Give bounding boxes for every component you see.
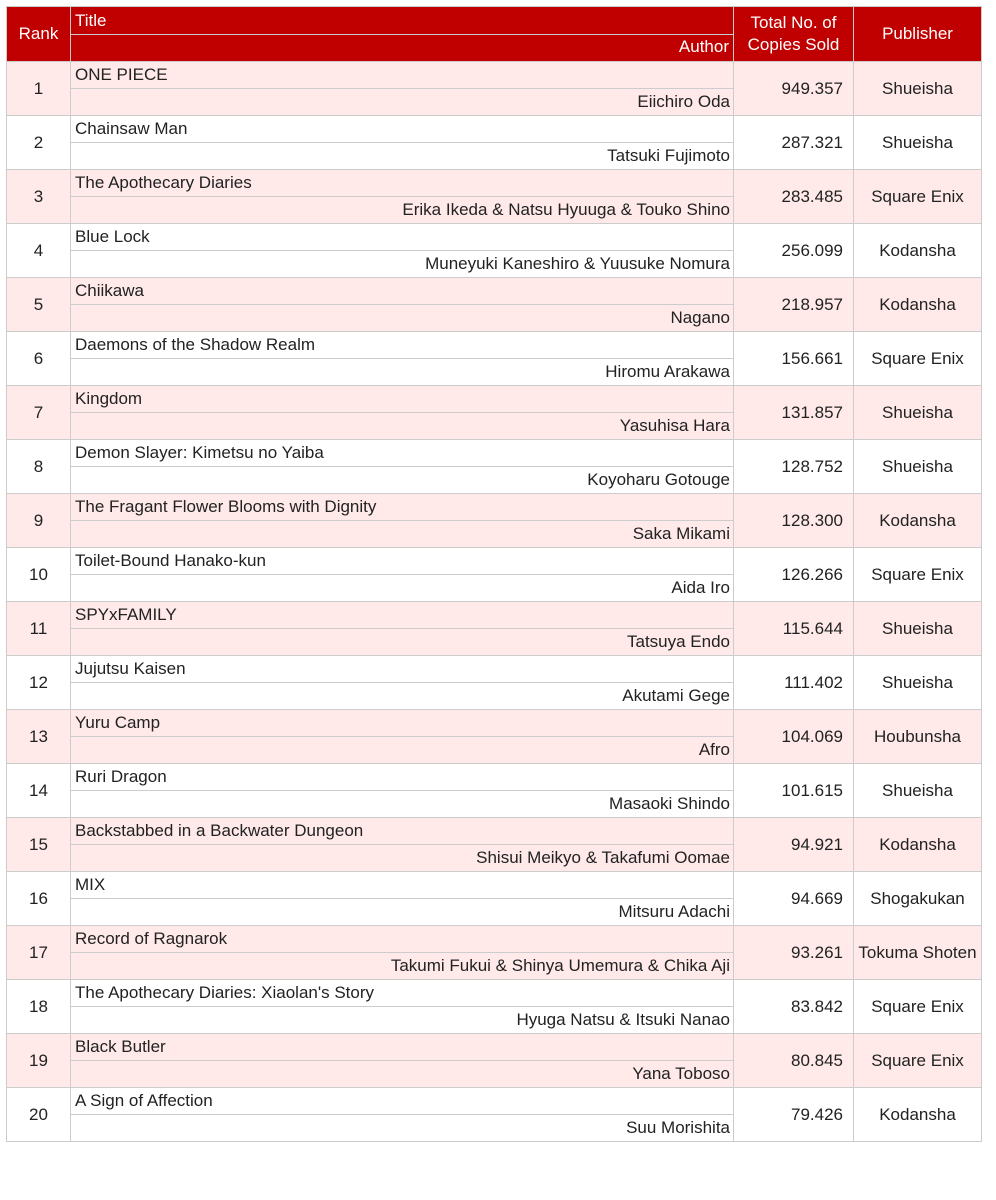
publisher-cell: Kodansha (854, 818, 982, 872)
title-cell: Blue Lock (71, 224, 734, 251)
rank-cell: 7 (7, 386, 71, 440)
author-cell: Eiichiro Oda (71, 89, 734, 116)
header-copies-line2: Copies Sold (747, 35, 840, 54)
publisher-cell: Tokuma Shoten (854, 926, 982, 980)
author-cell: Shisui Meikyo & Takafumi Oomae (71, 845, 734, 872)
copies-sold-cell: 93.261 (734, 926, 854, 980)
rank-cell: 2 (7, 116, 71, 170)
table-header (7, 7, 982, 62)
copies-sold-cell: 256.099 (734, 224, 854, 278)
publisher-cell: Kodansha (854, 224, 982, 278)
header-publisher: Publisher (854, 7, 982, 62)
copies-sold-cell: 283.485 (734, 170, 854, 224)
table-row (7, 440, 982, 467)
title-cell: Jujutsu Kaisen (71, 656, 734, 683)
title-cell: The Apothecary Diaries (71, 170, 734, 197)
rank-cell: 6 (7, 332, 71, 386)
rank-cell: 12 (7, 656, 71, 710)
copies-sold-cell: 128.300 (734, 494, 854, 548)
copies-sold-cell: 79.426 (734, 1088, 854, 1142)
title-cell: SPYxFAMILY (71, 602, 734, 629)
title-cell: Chainsaw Man (71, 116, 734, 143)
author-cell: Hyuga Natsu & Itsuki Nanao (71, 1007, 734, 1034)
table-row (7, 116, 982, 143)
author-cell: Aida Iro (71, 575, 734, 602)
rank-cell: 11 (7, 602, 71, 656)
rank-cell: 18 (7, 980, 71, 1034)
publisher-cell: Shogakukan (854, 872, 982, 926)
table-row (7, 386, 982, 413)
copies-sold-cell: 949.357 (734, 62, 854, 116)
table-body (7, 62, 982, 1142)
publisher-cell: Shueisha (854, 602, 982, 656)
title-cell: Kingdom (71, 386, 734, 413)
rank-cell: 17 (7, 926, 71, 980)
rank-cell: 3 (7, 170, 71, 224)
title-cell: Chiikawa (71, 278, 734, 305)
copies-sold-cell: 111.402 (734, 656, 854, 710)
table-row (7, 764, 982, 791)
table-row (7, 818, 982, 845)
rank-cell: 5 (7, 278, 71, 332)
copies-sold-cell: 126.266 (734, 548, 854, 602)
table-row (7, 872, 982, 899)
publisher-cell: Square Enix (854, 980, 982, 1034)
title-cell: Toilet-Bound Hanako-kun (71, 548, 734, 575)
manga-sales-ranking-table (6, 6, 982, 1142)
table-row (7, 602, 982, 629)
author-cell: Akutami Gege (71, 683, 734, 710)
publisher-cell: Square Enix (854, 548, 982, 602)
author-cell: Hiromu Arakawa (71, 359, 734, 386)
table-row (7, 224, 982, 251)
copies-sold-cell: 128.752 (734, 440, 854, 494)
publisher-cell: Square Enix (854, 170, 982, 224)
title-cell: Black Butler (71, 1034, 734, 1061)
table-row (7, 1034, 982, 1061)
publisher-cell: Houbunsha (854, 710, 982, 764)
title-cell: The Apothecary Diaries: Xiaolan's Story (71, 980, 734, 1007)
header-rank: Rank (7, 7, 71, 62)
copies-sold-cell: 94.921 (734, 818, 854, 872)
publisher-cell: Shueisha (854, 656, 982, 710)
header-author: Author (71, 35, 734, 62)
author-cell: Yasuhisa Hara (71, 413, 734, 440)
header-copies-line1: Total No. of (750, 13, 837, 32)
table-row (7, 62, 982, 89)
table-row (7, 170, 982, 197)
author-cell: Yana Toboso (71, 1061, 734, 1088)
table-row (7, 332, 982, 359)
rank-cell: 8 (7, 440, 71, 494)
publisher-cell: Square Enix (854, 1034, 982, 1088)
author-cell: Nagano (71, 305, 734, 332)
rank-cell: 10 (7, 548, 71, 602)
rank-cell: 14 (7, 764, 71, 818)
copies-sold-cell: 80.845 (734, 1034, 854, 1088)
copies-sold-cell: 94.669 (734, 872, 854, 926)
publisher-cell: Shueisha (854, 386, 982, 440)
table-row (7, 278, 982, 305)
table-row (7, 548, 982, 575)
publisher-cell: Kodansha (854, 1088, 982, 1142)
rank-cell: 20 (7, 1088, 71, 1142)
author-cell: Afro (71, 737, 734, 764)
rank-cell: 1 (7, 62, 71, 116)
author-cell: Tatsuya Endo (71, 629, 734, 656)
publisher-cell: Shueisha (854, 116, 982, 170)
author-cell: Masaoki Shindo (71, 791, 734, 818)
author-cell: Koyoharu Gotouge (71, 467, 734, 494)
copies-sold-cell: 101.615 (734, 764, 854, 818)
title-cell: Backstabbed in a Backwater Dungeon (71, 818, 734, 845)
title-cell: Record of Ragnarok (71, 926, 734, 953)
header-title: Title (71, 7, 734, 35)
title-cell: Demon Slayer: Kimetsu no Yaiba (71, 440, 734, 467)
table-row (7, 710, 982, 737)
author-cell: Takumi Fukui & Shinya Umemura & Chika Aji (71, 953, 734, 980)
publisher-cell: Shueisha (854, 764, 982, 818)
title-cell: MIX (71, 872, 734, 899)
rank-cell: 19 (7, 1034, 71, 1088)
title-cell: Ruri Dragon (71, 764, 734, 791)
table-row (7, 494, 982, 521)
author-cell: Muneyuki Kaneshiro & Yuusuke Nomura (71, 251, 734, 278)
publisher-cell: Shueisha (854, 62, 982, 116)
publisher-cell: Kodansha (854, 278, 982, 332)
title-cell: Yuru Camp (71, 710, 734, 737)
publisher-cell: Kodansha (854, 494, 982, 548)
table-row (7, 980, 982, 1007)
publisher-cell: Square Enix (854, 332, 982, 386)
header-total-copies-sold (734, 7, 854, 62)
rank-cell: 13 (7, 710, 71, 764)
title-cell: ONE PIECE (71, 62, 734, 89)
rank-cell: 15 (7, 818, 71, 872)
title-cell: Daemons of the Shadow Realm (71, 332, 734, 359)
rank-cell: 4 (7, 224, 71, 278)
title-cell: A Sign of Affection (71, 1088, 734, 1115)
copies-sold-cell: 115.644 (734, 602, 854, 656)
copies-sold-cell: 287.321 (734, 116, 854, 170)
title-cell: The Fragant Flower Blooms with Dignity (71, 494, 734, 521)
copies-sold-cell: 104.069 (734, 710, 854, 764)
copies-sold-cell: 218.957 (734, 278, 854, 332)
copies-sold-cell: 156.661 (734, 332, 854, 386)
author-cell: Saka Mikami (71, 521, 734, 548)
copies-sold-cell: 83.842 (734, 980, 854, 1034)
author-cell: Erika Ikeda & Natsu Hyuuga & Touko Shino (71, 197, 734, 224)
table-row (7, 1088, 982, 1115)
publisher-cell: Shueisha (854, 440, 982, 494)
rank-cell: 9 (7, 494, 71, 548)
rank-cell: 16 (7, 872, 71, 926)
author-cell: Suu Morishita (71, 1115, 734, 1142)
copies-sold-cell: 131.857 (734, 386, 854, 440)
author-cell: Mitsuru Adachi (71, 899, 734, 926)
author-cell: Tatsuki Fujimoto (71, 143, 734, 170)
table-row (7, 656, 982, 683)
table-row (7, 926, 982, 953)
